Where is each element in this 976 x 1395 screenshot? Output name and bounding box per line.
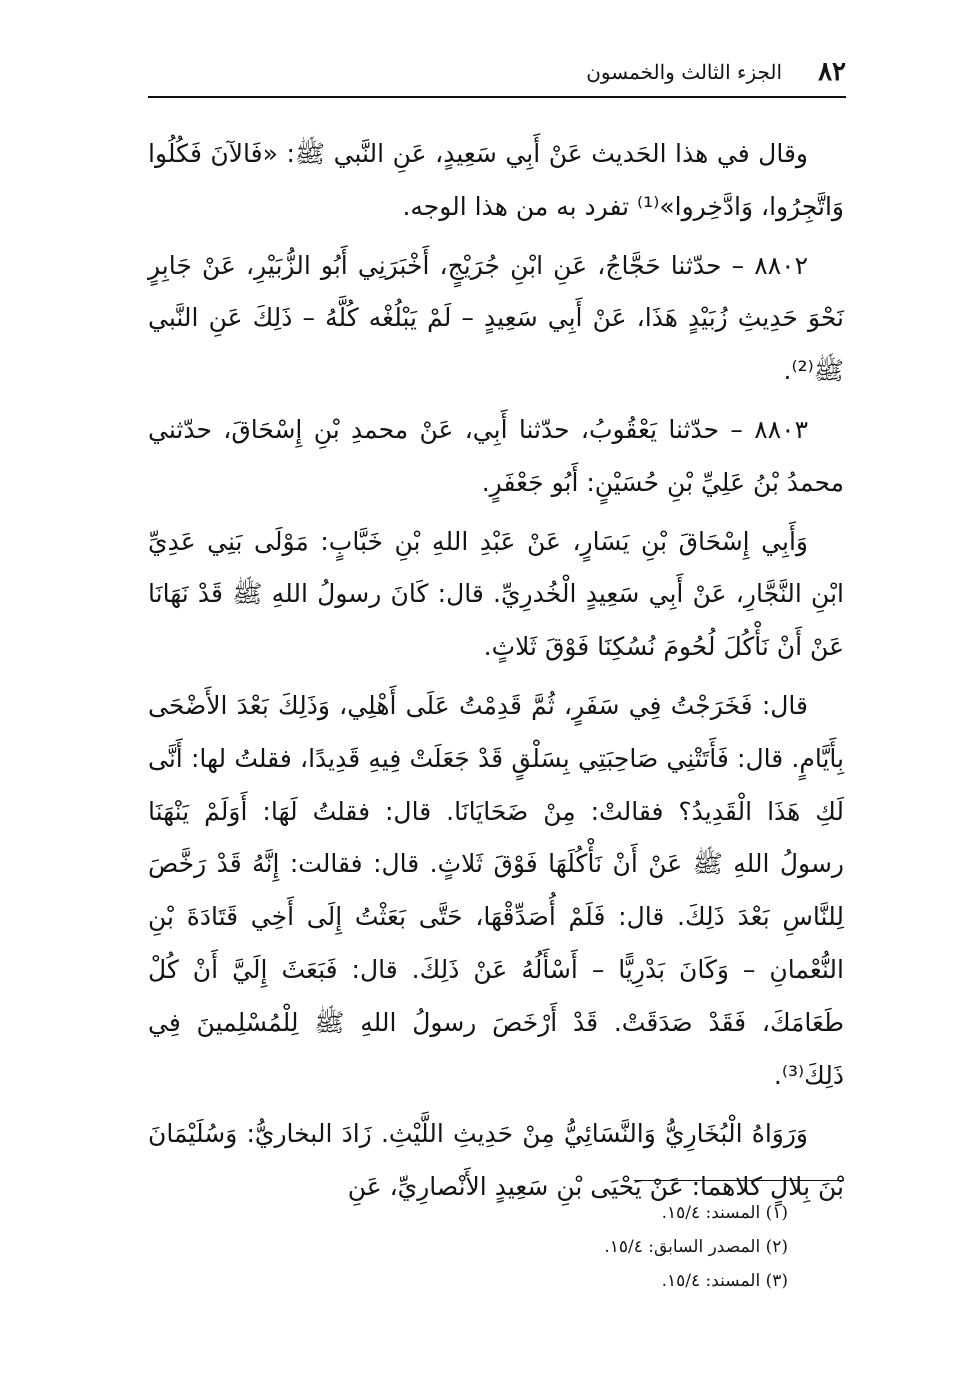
paragraph-4: وَأَبِي إِسْحَاقَ بْنِ يَسَارٍ، عَنْ عَبْدِ اللهِ بْنِ خَبَّابٍ: مَوْلَى بَنِي عَدِيِّ ابْنِ النَّجَّارِ، عَنْ أَبِي سَعِيدٍ الْخُدرِيِّ. قال: كَانَ رسولُ اللهِ ﷺ قَدْ نَهَانَا عَنْ أَنْ نَأْكُلَ لُحُومَ نُسُكِنَا فَوْقَ ثَلاثٍ. [148,526,844,662]
paragraph-1: وقال في هذا الحَديث عَنْ أَبِي سَعِيدٍ، عَنِ النَّبي ﷺ: «فَالآنَ فَكُلُوا وَاتَّجِرُوا، وَادَّخِروا»⁽¹⁾ تفرد به من هذا الوجه. [148,139,844,221]
paragraph-6: وَرَوَاهُ الْبُخَارِيُّ وَالنَّسَائِيُّ مِنْ حَدِيثِ اللَّيْثِ. زَادَ البخاريُّ: وَسُلَيْمَانَ بْنَ بِلالٍ كلاهما: عَنْ يَحْيَى بْنِ سَعِيدٍ الأَنْصارِيِّ، عَنِ [148,1119,844,1202]
running-title: الجزء الثالث والخمسون [586,60,783,84]
header-rule [148,96,846,98]
footnote-rule [634,1180,844,1181]
footnote-2: (٢) المصدر السابق: ١٥/٤. [604,1237,788,1257]
body-text [148,128,844,1220]
footnote-1: (١) المسند: ١٥/٤. [661,1203,788,1223]
paragraph-5: قال: فَخَرَجْتُ فِي سَفَرٍ، ثُمَّ قَدِمْتُ عَلَى أَهْلِي، وَذَلِكَ بَعْدَ الأَضْحَى بِأَيَّامٍ. قال: فَأَتَتْنِي صَاحِبَتِي بِسَلْقٍ قَدْ جَعَلَتْ فِيهِ قَدِيدًا، فقلتُ لها: أَنَّى لَكِ هَذَا الْقَدِيدُ؟ فقالتْ: مِنْ ضَحَايَانَا. قال: فقلتُ لَهَا: أَوَلَمْ يَنْهَنَا رسولُ اللهِ ﷺ عَنْ أَنْ نَأْكُلَهَا فَوْقَ ثَلاثٍ. قال: فقالت: إِنَّهُ قَدْ رَخَّصَ لِلنَّاسِ بَعْدَ ذَلِكَ. قال: فَلَمْ أُصَدِّقْهَا، حَتَّى بَعَثْتُ إِلَى أَخِي قَتَادَةَ بْنِ النُّعْمانِ – وَكَانَ بَدْرِيًّا – أَسْأَلُهُ عَنْ ذَلِكَ. قال: فَبَعَثَ إِلَيَّ أَنْ كُلْ طَعَامَكَ، فَقَدْ صَدَقَتْ. قَدْ أَرْخَصَ رسولُ اللهِ ﷺ لِلْمُسْلِمينَ فِي ذَلِكَ⁽³⁾. [148,690,844,1090]
footnotes [300,1196,788,1298]
paragraph-hadith-8802: ٨٨٠٢ – حدّثنا حَجَّاجُ، عَنِ ابْنِ جُرَيْجٍ، أَخْبَرَنِي أَبُو الزُّبَيْرِ، عَنْ جَابِرٍ نَحْوَ حَدِيثِ زُبَيْدٍ هَذَا، عَنْ أَبِي سَعِيدٍ – لَمْ يَبْلُغْه كُلَّهُ – ذَلِكَ عَنِ النَّبي ﷺ⁽²⁾. [148,250,844,386]
page-number: ٨٢ [818,57,846,87]
page-header [148,52,846,92]
paragraph-hadith-8803: ٨٨٠٣ – حدّثنا يَعْقُوبُ، حدّثنا أَبِي، عَنْ محمدِ بْنِ إِسْحَاقَ، حدّثني محمدُ بْنُ عَلِيِّ بْنِ حُسَيْنٍ: أَبُو جَعْفَرٍ. [148,414,844,497]
footnote-3: (٣) المسند: ١٥/٤. [661,1271,788,1291]
